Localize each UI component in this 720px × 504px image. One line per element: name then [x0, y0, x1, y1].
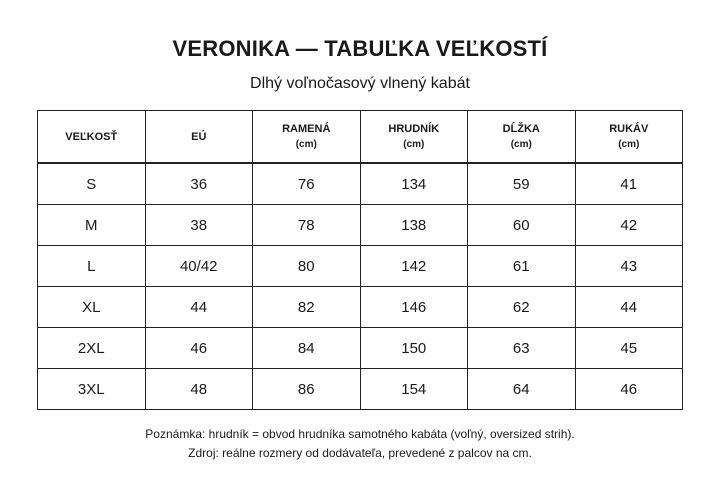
header-label: VEĽKOSŤ: [65, 130, 118, 143]
table-cell: L: [38, 246, 146, 287]
header-size: [38, 111, 146, 164]
header-label: HRUDNÍK: [388, 122, 440, 135]
header-length: [468, 111, 576, 164]
source-note: Zdroj: reálne rozmery od dodávateľa, prevedené z palcov na cm.: [188, 446, 532, 460]
table-cell: 63: [468, 328, 576, 369]
table-row: [38, 328, 683, 369]
table-cell: 150: [360, 328, 468, 369]
table-cell: 48: [145, 369, 253, 410]
table-cell: 44: [575, 287, 683, 328]
table-row: [38, 287, 683, 328]
table-row: [38, 246, 683, 287]
table-cell: 76: [253, 163, 361, 205]
table-row: [38, 163, 683, 205]
header-chest: [360, 111, 468, 164]
table-cell: 138: [360, 205, 468, 246]
table-cell: 78: [253, 205, 361, 246]
table-cell: 40/42: [145, 246, 253, 287]
header-eu: [145, 111, 253, 164]
header-shoulders: [253, 111, 361, 164]
table-cell: 61: [468, 246, 576, 287]
table-cell: 44: [145, 287, 253, 328]
page-subtitle: Dlhý voľnočasový vlnený kabát: [250, 75, 470, 92]
size-table: [37, 110, 683, 410]
table-cell: 46: [575, 369, 683, 410]
table-cell: 154: [360, 369, 468, 410]
table-cell: S: [38, 163, 146, 205]
table-cell: 82: [253, 287, 361, 328]
table-cell: 45: [575, 328, 683, 369]
table-cell: 3XL: [38, 369, 146, 410]
header-label: RAMENÁ: [282, 122, 331, 135]
header-label: DĹŽKA: [502, 122, 540, 135]
table-cell: 59: [468, 163, 576, 205]
table-row: [38, 369, 683, 410]
table-cell: 62: [468, 287, 576, 328]
table-cell: 60: [468, 205, 576, 246]
header-unit: (cm): [295, 138, 317, 150]
header-label: EÚ: [191, 130, 207, 143]
table-cell: 43: [575, 246, 683, 287]
header-unit: (cm): [403, 138, 425, 150]
footnote: Poznámka: hrudník = obvod hrudníka samotného kabáta (voľný, oversized strih).: [145, 427, 575, 441]
table-row: [38, 205, 683, 246]
table-cell: 46: [145, 328, 253, 369]
table-cell: 146: [360, 287, 468, 328]
table-cell: 80: [253, 246, 361, 287]
table-cell: 41: [575, 163, 683, 205]
table-cell: XL: [38, 287, 146, 328]
table-cell: 38: [145, 205, 253, 246]
table-cell: 134: [360, 163, 468, 205]
header-unit: (cm): [510, 138, 532, 150]
table-header-row: [38, 111, 683, 164]
header-label: RUKÁV: [609, 122, 649, 135]
page-title: VERONIKA — TABUĽKA VEĽKOSTÍ: [172, 36, 548, 61]
table-cell: 64: [468, 369, 576, 410]
table-cell: 84: [253, 328, 361, 369]
table-cell: 142: [360, 246, 468, 287]
header-unit: (cm): [618, 138, 640, 150]
table-cell: 86: [253, 369, 361, 410]
table-cell: 2XL: [38, 328, 146, 369]
table-cell: M: [38, 205, 146, 246]
table-cell: 42: [575, 205, 683, 246]
header-sleeve: [575, 111, 683, 164]
table-cell: 36: [145, 163, 253, 205]
